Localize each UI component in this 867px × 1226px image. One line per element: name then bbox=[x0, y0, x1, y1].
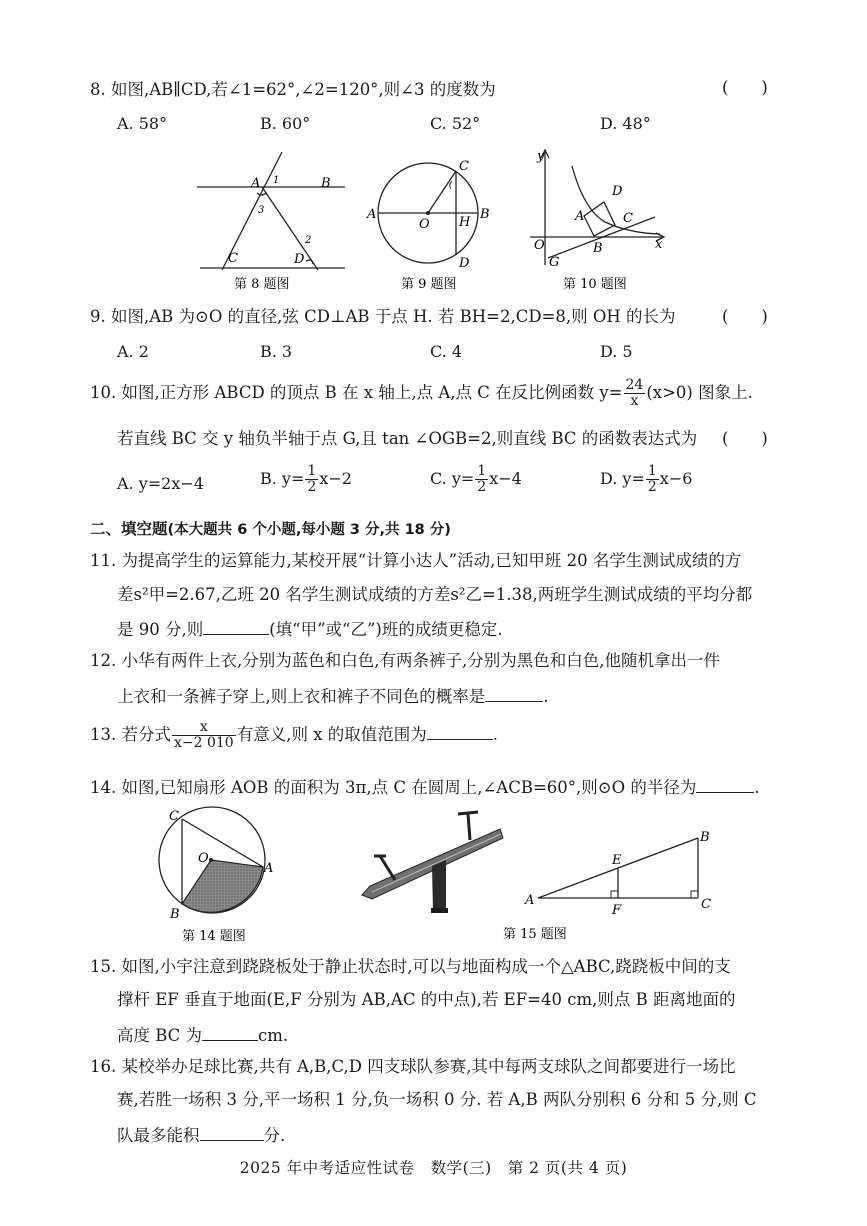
fig15-label-f: F bbox=[612, 903, 622, 918]
section-2-heading bbox=[90, 517, 451, 539]
q11-line2: 差s²甲=2.67,乙班 20 名学生测试成绩的方差s²乙=1.38,两班学生测试成绩的平均分都 bbox=[117, 585, 753, 604]
q12-line2-post: . bbox=[543, 687, 549, 706]
fig10-label-g: G bbox=[549, 255, 560, 270]
q10-option-c-frac bbox=[475, 464, 488, 495]
fig14-center-dot bbox=[209, 858, 213, 862]
fig9-label-d: D bbox=[459, 256, 470, 271]
q10-stem-pre: 10. 如图,正方形 ABCD 的顶点 B 在 x 轴上,点 A,点 C 在反比例函数 y= bbox=[90, 383, 623, 402]
q16-line1: 16. 某校举办足球比赛,共有 A,B,C,D 四支球队参赛,其中每两支球队之间都要进行一场比 bbox=[90, 1057, 736, 1076]
q10-option-d-pre: D. y= bbox=[600, 469, 645, 488]
q10-option-c-frac-den: 2 bbox=[477, 479, 487, 495]
q8-option-c: C. 52° bbox=[430, 114, 481, 133]
q14-pre: 14. 如图,已知扇形 AOB 的面积为 3π,点 C 在圆周上,∠ACB=60°,则⊙O 的半径为 bbox=[90, 778, 697, 797]
fig8-label-1: 1 bbox=[273, 175, 280, 186]
q8-stem: 8. 如图,AB∥CD,若∠1=62°,∠2=120°,则∠3 的度数为 bbox=[90, 80, 496, 99]
fig8-label-a: A bbox=[251, 176, 261, 191]
q16-answer-blank[interactable] bbox=[200, 1124, 264, 1141]
q13-pre: 13. 若分式 bbox=[90, 725, 171, 744]
q10-answer-paren: ( ) bbox=[722, 429, 768, 448]
q10-option-c bbox=[430, 464, 522, 495]
q13-post: . bbox=[492, 725, 499, 744]
q10-option-d-frac bbox=[646, 464, 659, 495]
q10-option-c-post: x−4 bbox=[489, 469, 522, 488]
fig10-label-o: O bbox=[534, 238, 545, 253]
q10-option-b-frac-num: 1 bbox=[307, 463, 317, 479]
fig9-label-h: H bbox=[459, 215, 471, 230]
figure-8 bbox=[197, 152, 345, 270]
fig10-label-a: A bbox=[575, 209, 585, 224]
fig8-label-3: 3 bbox=[258, 205, 265, 216]
fig15-caption: 第 15 题图 bbox=[503, 927, 567, 942]
q11-answer-blank[interactable] bbox=[203, 618, 269, 635]
q11-line3-post: (填“甲”或“乙”)班的成绩更稳定. bbox=[269, 620, 503, 639]
q15-line3-post: cm. bbox=[258, 1026, 289, 1045]
fig10-label-y: y bbox=[537, 149, 545, 164]
q10-option-c-frac-num: 1 bbox=[477, 463, 487, 479]
fig14-label-o: O bbox=[198, 851, 209, 866]
q13-mid: 有意义,则 x 的取值范围为 bbox=[236, 725, 427, 744]
q8-option-d: D. 48° bbox=[600, 114, 651, 133]
q13-fraction bbox=[172, 720, 236, 751]
fig14-caption: 第 14 题图 bbox=[182, 929, 246, 944]
q10-line2: 若直线 BC 交 y 轴负半轴于点 G,且 tan ∠OGB=2,则直线 BC 的函数表达式为 bbox=[117, 429, 698, 448]
fig15-label-a: A bbox=[525, 893, 535, 908]
q10-option-d-frac-den: 2 bbox=[647, 479, 657, 495]
fig8-label-b: B bbox=[321, 176, 331, 191]
q12-line1: 12. 小华有两件上衣,分别为蓝色和白色,有两条裤子,分别为黑色和白色,他随机拿出一件 bbox=[90, 651, 720, 670]
fig10-label-x: x bbox=[655, 237, 663, 252]
q10-option-b-post: x−2 bbox=[319, 469, 352, 488]
q8-option-b: B. 60° bbox=[260, 114, 311, 133]
fig10-label-c: C bbox=[623, 211, 633, 226]
fig9-center-dot bbox=[426, 211, 430, 215]
q10-stem bbox=[90, 378, 753, 409]
fig15-label-c: C bbox=[701, 897, 711, 912]
q15-line1: 15. 如图,小宇注意到跷跷板处于静止状态时,可以与地面构成一个△ABC,跷跷板中间的支 bbox=[90, 957, 731, 976]
figures-row-1 bbox=[0, 140, 867, 300]
q10-frac-den: x bbox=[630, 393, 639, 409]
fig14-label-a: A bbox=[264, 861, 274, 876]
q15-answer-blank[interactable] bbox=[202, 1024, 258, 1041]
q13-answer-blank[interactable] bbox=[427, 723, 493, 740]
q14-post: . bbox=[754, 778, 760, 797]
seesaw-illustration bbox=[362, 812, 503, 913]
fig9-label-a: A bbox=[367, 207, 377, 222]
q15-line3 bbox=[117, 1024, 288, 1046]
q9-option-a: A. 2 bbox=[117, 342, 149, 361]
q10-option-c-pre: C. y= bbox=[430, 469, 475, 488]
q15-line3-pre: 高度 BC 为 bbox=[117, 1026, 203, 1045]
q12-answer-blank[interactable] bbox=[485, 685, 543, 702]
q9-answer-paren: ( ) bbox=[722, 307, 768, 326]
q9-option-c: C. 4 bbox=[430, 342, 463, 361]
q8-answer-paren: ( ) bbox=[722, 78, 768, 97]
q16-line3-post: 分. bbox=[263, 1126, 286, 1145]
q9-stem: 9. 如图,AB 为⊙O 的直径,弦 CD⊥AB 于点 H. 若 BH=2,CD=8,则 OH 的长为 bbox=[90, 307, 676, 326]
q10-option-d-post: x−6 bbox=[659, 469, 693, 488]
q13-frac-num: x bbox=[172, 720, 236, 736]
q10-option-b-frac bbox=[305, 464, 318, 495]
q10-option-b-frac-den: 2 bbox=[307, 479, 317, 495]
q14-answer-blank[interactable] bbox=[696, 776, 754, 793]
fig15-label-e: E bbox=[612, 853, 622, 868]
q10-option-d-frac-num: 1 bbox=[647, 463, 657, 479]
q8-option-a: A. 58° bbox=[117, 114, 168, 133]
section-2-title: 二、填空题 bbox=[90, 520, 168, 538]
q11-line3 bbox=[117, 618, 503, 640]
q15-line2: 撑杆 EF 垂直于地面(E,F 分别为 AB,AC 的中点),若 EF=40 cm,则点 B 距离地面的 bbox=[117, 990, 736, 1009]
q10-option-d bbox=[600, 464, 692, 495]
q16-line2: 赛,若胜一场积 3 分,平一场积 1 分,负一场积 0 分. 若 A,B 两队分别积 6 分和 5 分,则 C bbox=[117, 1090, 757, 1109]
q16-line3-pre: 队最多能积 bbox=[117, 1126, 200, 1145]
fig8-label-c: C bbox=[228, 251, 238, 266]
q10-fraction bbox=[624, 378, 646, 409]
fig14-label-c: C bbox=[169, 809, 179, 824]
q13-line bbox=[90, 720, 498, 751]
q11-line1: 11. 为提高学生的运算能力,某校开展“计算小达人”活动,已知甲班 20 名学生测试成绩的方 bbox=[90, 551, 742, 570]
q10-option-b-pre: B. y= bbox=[260, 469, 305, 488]
q9-option-d: D. 5 bbox=[600, 342, 633, 361]
fig10-label-d: D bbox=[612, 184, 623, 199]
fig9-caption: 第 9 题图 bbox=[401, 277, 457, 292]
fig9-label-o: O bbox=[419, 217, 430, 232]
figure-15 bbox=[538, 838, 698, 898]
page-footer: 2025 年中考适应性试卷 数学(三) 第 2 页(共 4 页) bbox=[239, 1159, 628, 1177]
q16-line3 bbox=[117, 1124, 285, 1146]
q10-option-b bbox=[260, 464, 352, 495]
q10-stem-post: (x>0) 图象上. bbox=[646, 383, 753, 402]
q9-option-b: B. 3 bbox=[260, 342, 293, 361]
q10-frac-num: 24 bbox=[625, 377, 644, 393]
fig10-label-b: B bbox=[593, 241, 603, 256]
fig8-label-d: D bbox=[294, 252, 305, 267]
section-2-note: (本大题共 6 个小题,每小题 3 分,共 18 分) bbox=[167, 522, 451, 538]
fig14-label-b: B bbox=[170, 907, 180, 922]
fig8-label-2: 2 bbox=[305, 235, 312, 246]
fig9-label-c: C bbox=[459, 159, 469, 174]
q11-line3-pre: 是 90 分,则 bbox=[117, 620, 204, 639]
fig10-caption: 第 10 题图 bbox=[563, 277, 627, 292]
q12-line2 bbox=[117, 685, 549, 707]
fig8-caption: 第 8 题图 bbox=[234, 277, 290, 292]
q14-line bbox=[90, 776, 760, 798]
figures-row-2 bbox=[0, 800, 867, 950]
q13-frac-den: x−2 010 bbox=[174, 735, 234, 751]
q12-line2-pre: 上衣和一条裤子穿上,则上衣和裤子不同色的概率是 bbox=[117, 687, 486, 706]
fig9-label-b: B bbox=[480, 207, 490, 222]
fig15-label-b: B bbox=[700, 830, 710, 845]
q10-option-a: A. y=2x−4 bbox=[117, 474, 204, 493]
